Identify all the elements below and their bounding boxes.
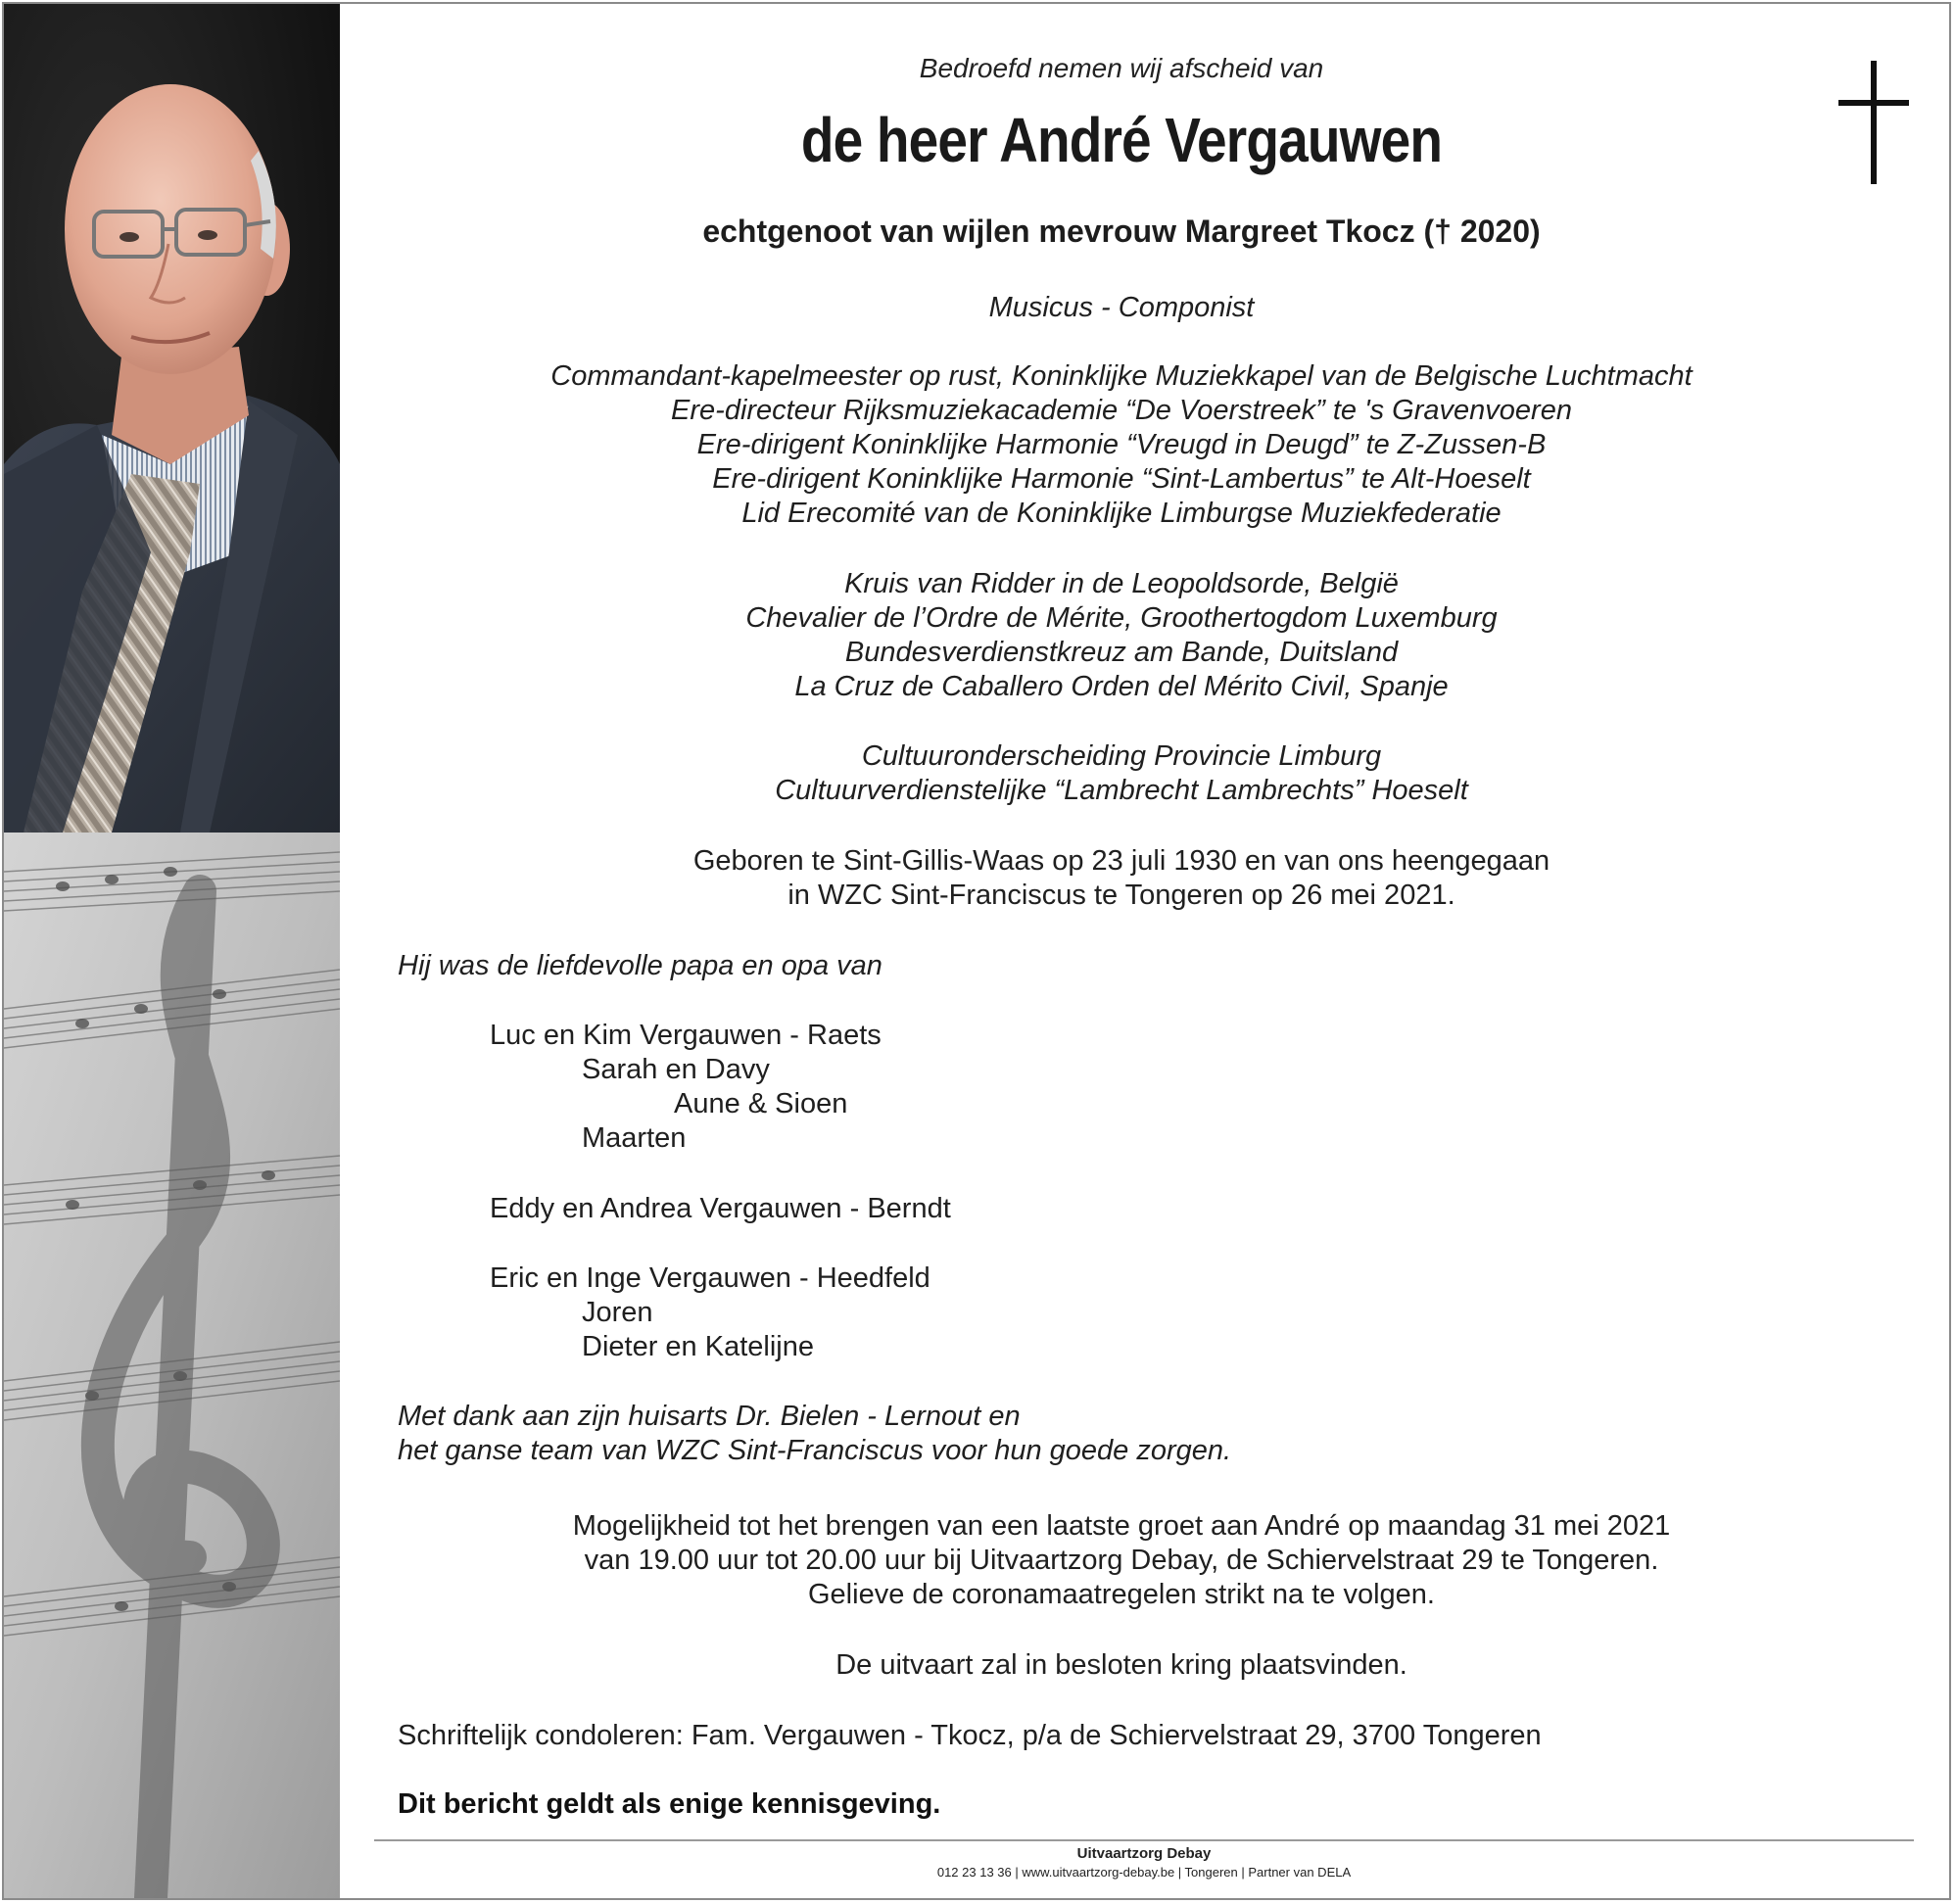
family-member: Dieter en Katelijne <box>582 1331 814 1362</box>
honour-line: Kruis van Ridder in de Leopoldsorde, België <box>844 568 1399 599</box>
photo-column <box>4 4 340 1898</box>
funeral-text: De uitvaart zal in besloten kring plaatsvinden. <box>835 1649 1407 1681</box>
title-line: Commandant-kapelmeester op rust, Koninklijke Muziekkapel van de Belgische Luchtmacht <box>550 360 1693 392</box>
title-line: Ere-dirigent Koninklijke Harmonie “Vreugd in Deugd” te Z-Zussen-B <box>696 429 1547 460</box>
thanks-line: het ganse team van WZC Sint-Franciscus voor hun goede zorgen. <box>398 1435 1232 1466</box>
honour-line: Chevalier de l’Ordre de Mérite, Groothertogdom Luxemburg <box>745 602 1498 634</box>
honour-line: La Cruz de Caballero Orden del Mérito Civil, Spanje <box>794 671 1449 702</box>
footer-info: 012 23 13 36 | www.uitvaartzorg-debay.be | Tongeren | Partner van DELA <box>936 1865 1352 1880</box>
footer-divider <box>374 1839 1914 1841</box>
spouse-text: echtgenoot van wijlen mevrouw Margreet Tkocz († 2020) <box>702 214 1541 249</box>
title-line: Ere-dirigent Koninklijke Harmonie “Sint-Lambertus” te Alt-Hoeselt <box>712 463 1531 495</box>
deceased-name: de heer André Vergauwen <box>800 105 1443 175</box>
honour-line: Bundesverdienstkreuz am Bande, Duitsland <box>844 637 1399 668</box>
intro-text: Bedroefd nemen wij afscheid van <box>919 53 1324 83</box>
thanks-line: Met dank aan zijn huisarts Dr. Bielen - Lernout en <box>398 1401 1021 1432</box>
notice-text: Dit bericht geldt als enige kennisgeving. <box>398 1788 941 1820</box>
culture-line: Cultuuronderscheiding Provincie Limburg <box>861 740 1382 772</box>
family-member: Maarten <box>582 1122 687 1154</box>
portrait-photo <box>4 4 340 833</box>
condolences-text: Schriftelijk condoleren: Fam. Vergauwen - Tkocz, p/a de Schiervelstraat 29, 3700 Tongeren <box>398 1720 1542 1751</box>
visitation-line: Mogelijkheid tot het brengen van een laatste groet aan André op maandag 31 mei 2021 <box>572 1510 1671 1542</box>
visitation-line: van 19.00 uur tot 20.00 uur bij Uitvaartzorg Debay, de Schiervelstraat 29 te Tongeren. <box>584 1545 1659 1576</box>
family-member: Luc en Kim Vergauwen - Raets <box>490 1020 882 1051</box>
family-member: Sarah en Davy <box>582 1054 770 1085</box>
title-line: Lid Erecomité van de Koninklijke Limburgse Muziekfederatie <box>741 498 1502 529</box>
family-member: Eddy en Andrea Vergauwen - Berndt <box>490 1193 951 1224</box>
culture-line: Cultuurverdienstelijke “Lambrecht Lambrechts” Hoeselt <box>775 775 1468 806</box>
footer-company: Uitvaartzorg Debay <box>1076 1845 1212 1862</box>
title-line: Ere-directeur Rijksmuziekacademie “De Voerstreek” te 's Gravenvoeren <box>671 395 1572 426</box>
family-intro: Hij was de liefdevolle papa en opa van <box>398 950 882 981</box>
birth-death-line: in WZC Sint-Franciscus te Tongeren op 26 mei 2021. <box>787 880 1455 911</box>
music-sheet-background <box>4 833 340 1898</box>
family-member: Joren <box>582 1297 653 1328</box>
family-member: Aune & Sioen <box>674 1088 848 1119</box>
profession-text: Musicus - Componist <box>988 292 1255 323</box>
visitation-line: Gelieve de coronamaatregelen strikt na te volgen. <box>808 1579 1435 1610</box>
birth-death-line: Geboren te Sint-Gillis-Waas op 23 juli 1930 en van ons heengegaan <box>692 845 1550 877</box>
obituary-content <box>341 0 1947 1904</box>
family-member: Eric en Inge Vergauwen - Heedfeld <box>490 1262 930 1294</box>
